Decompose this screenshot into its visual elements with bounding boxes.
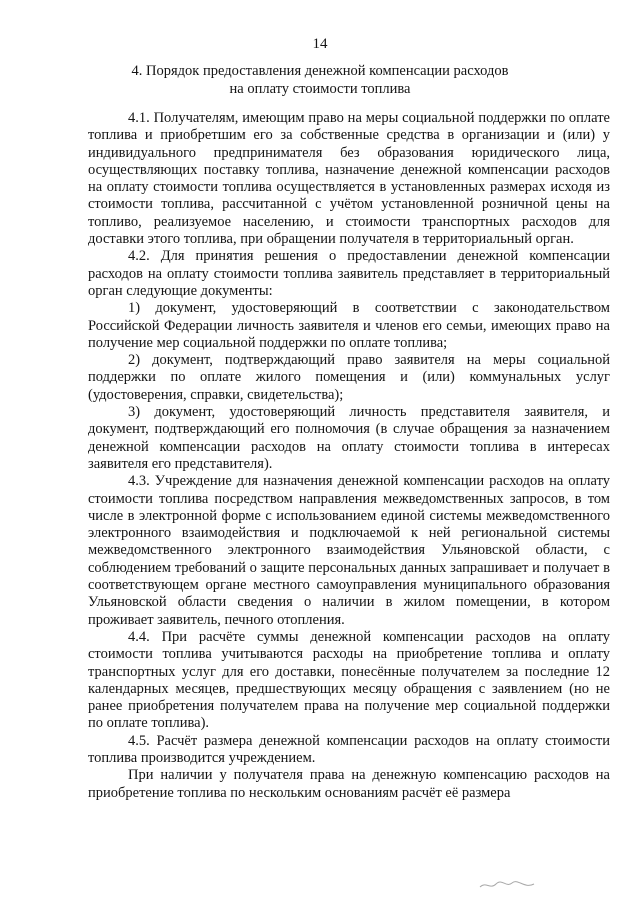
list-item-2: 2) документ, подтверждающий право заявителя на меры социальной поддержки по оплате жилого помещения и (или) коммунальных услуг (удостоверения, справки, свидетельства); xyxy=(88,352,610,403)
section-heading-line-2: на оплату стоимости топлива xyxy=(229,81,411,97)
section-heading-line-1: 4. Порядок предоставления денежной компенсации расходов xyxy=(131,63,509,79)
paragraph-4-5: 4.5. Расчёт размера денежной компенсации расходов на оплату стоимости топлива производится учреждением. xyxy=(88,732,610,766)
handwritten-mark-icon xyxy=(478,878,538,894)
paragraph-4-3: 4.3. Учреждение для назначения денежной компенсации расходов на оплату стоимости топлива посредством направления межведомственных запросов, в том числе в электронной форме с использованием единой системы межведомственного электронного взаимодействия и подключаемой к ней региональной системы межведомственного электронного взаимодействия Ульяновской области, с соблюдением требований о защите персональных данных запрашивает и получает в соответствующем органе местного самоуправления муниципального образования Ульяновской области сведения о наличии в жилом помещении, в котором проживает заявитель, печного отопления. xyxy=(88,473,610,628)
paragraph-continued: При наличии у получателя права на денежную компенсацию расходов на приобретение топлива по нескольким основаниям расчёт её размера xyxy=(88,767,610,801)
paragraph-4-4: 4.4. При расчёте суммы денежной компенсации расходов на оплату стоимости топлива учитываются расходы на приобретение топлива и оплату транспортных услуг для его доставки, понесённые получателем за последние 12 календарных месяцев, предшествующих месяцу обращения с заявлением (но не ранее приобретения получателем права на получение мер социальной поддержки по оплате топлива). xyxy=(88,628,610,732)
document-body xyxy=(88,110,610,802)
section-heading xyxy=(100,62,540,98)
paragraph-4-1: 4.1. Получателям, имеющим право на меры социальной поддержки по оплате топлива и приобретшим его за собственные средства в организации и (или) у индивидуального предпринимателя без образования юридического лица, осуществляющих поставку топлива, назначение денежной компенсации расходов на оплату стоимости топлива осуществляется в установленных размерах исходя из стоимости топлива, рассчитанной с учётом установленной розничной цены на топливо, реализуемое населению, и стоимости транспортных расходов для доставки этого топлива, при обращении получателя в территориальный орган. xyxy=(88,110,610,248)
page-number: 14 xyxy=(312,36,328,52)
list-item-3: 3) документ, удостоверяющий личность представителя заявителя, и документ, подтверждающий его полномочия (в случае обращения за назначением денежной компенсации расходов на оплату стоимости топлива в интересах заявителя его представителя). xyxy=(88,404,610,472)
list-item-1: 1) документ, удостоверяющий в соответствии с законодательством Российской Федерации личность заявителя и членов его семьи, имеющих право на получение мер социальной поддержки по оплате топлива; xyxy=(88,300,610,351)
paragraph-4-2: 4.2. Для принятия решения о предоставлении денежной компенсации расходов на оплату стоимости топлива заявитель представляет в территориальный орган следующие документы: xyxy=(88,248,610,299)
